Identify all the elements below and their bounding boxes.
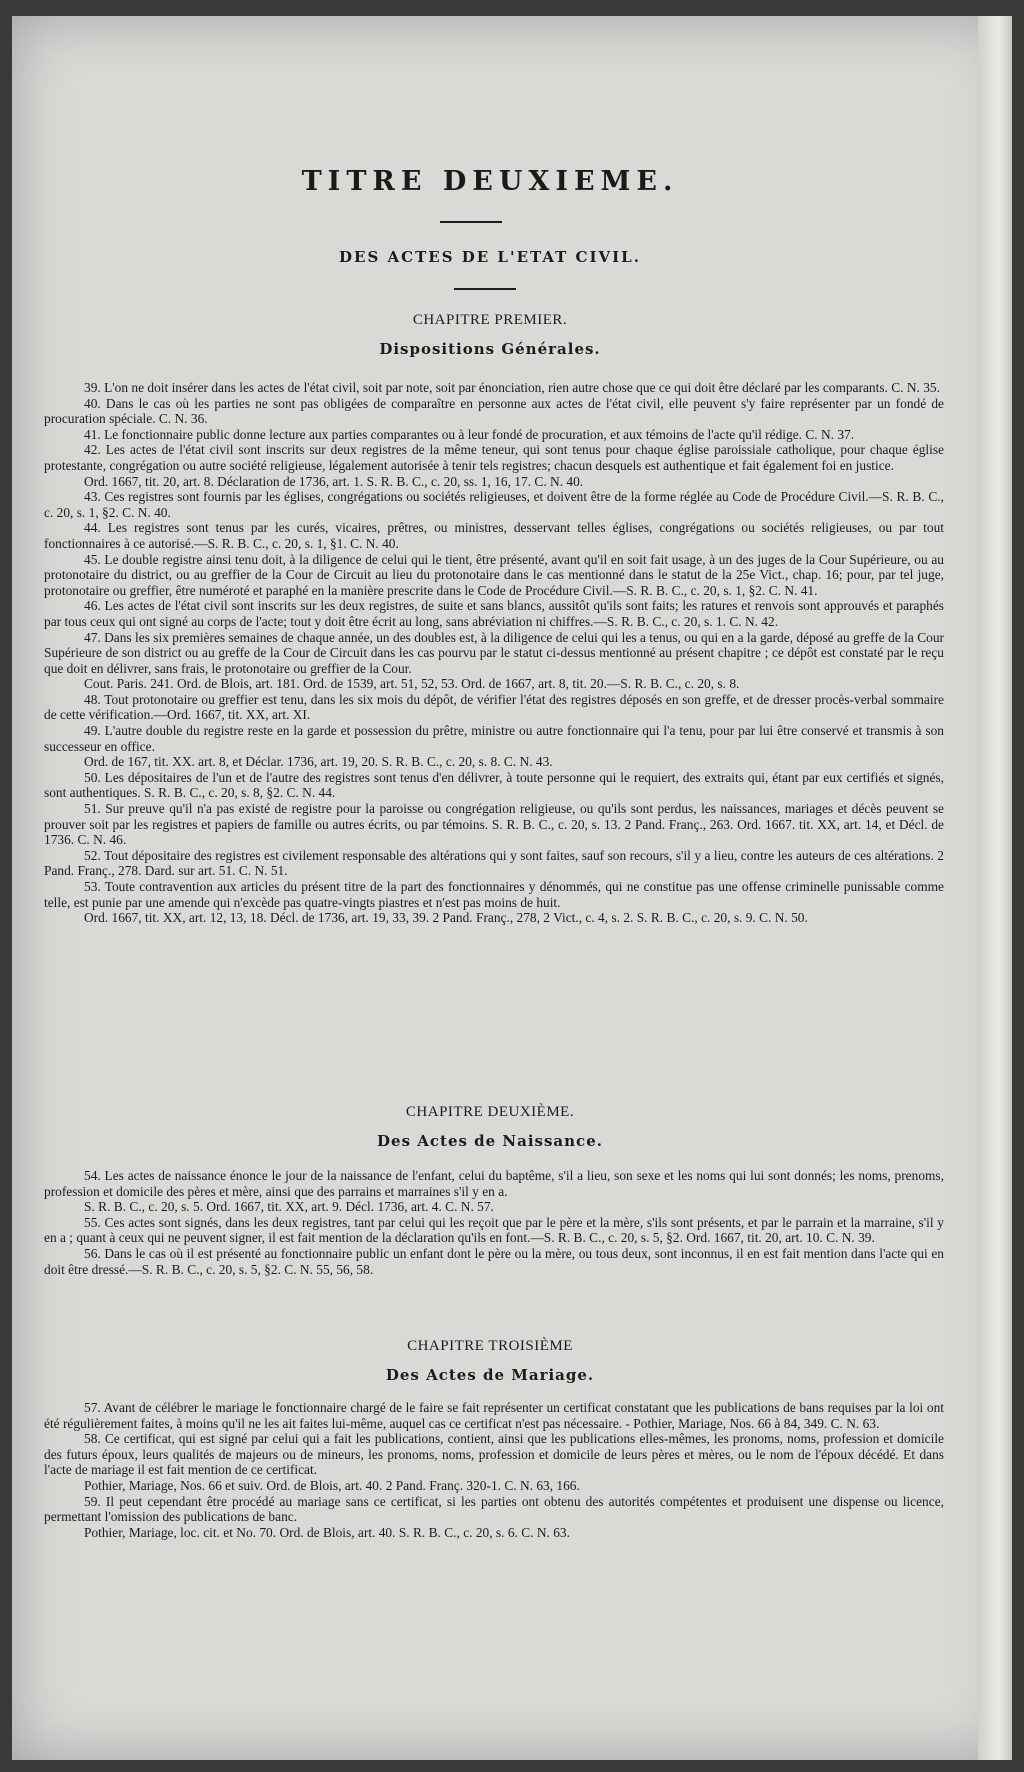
article-58: 58. Ce certificat, qui est signé par celui qui a fait les publications, contient, ainsi que les publications elles-mêmes, les pronoms, noms, profession et domicile des futurs époux, leurs qualités de majeurs ou de mineurs, les pronoms, noms, profession et domicile de leurs pères et mères, ou le nom de l'époux décédé. Et dans l'acte de mariage il est fait mention de ce certificat. bbox=[44, 1431, 944, 1478]
chapter-3-label: CHAPITRE TROISIÈME bbox=[407, 1338, 573, 1354]
subtitle-heading: DES ACTES DE L'ETAT CIVIL. bbox=[339, 248, 641, 266]
article-46: 46. Les actes de l'état civil sont inscrits sur les deux registres, de suite et sans blancs, aussitôt qu'ils sont faits; les ratures et renvois sont approuvés et paraphés par tous ceux qui ont signé au corps de l'acte; tout y doit être écrit au long, sans abréviation ni chiffres.—S. R. B. C., c. 20, s. 1. C. N. 42. bbox=[44, 598, 944, 629]
article-43: 43. Ces registres sont fournis par les églises, congrégations ou sociétés religieuses, et doivent être de la forme réglée au Code de Procédure Civil.—S. R. B. C., c. 20, s. 1, §2. C. N. 40. bbox=[44, 489, 944, 520]
chapter-2-label: CHAPITRE DEUXIÈME. bbox=[405, 1104, 575, 1120]
chapter-1-text bbox=[44, 380, 944, 926]
article-42-ref: Ord. 1667, tit. 20, art. 8. Déclaration de 1736, art. 1. S. R. B. C., c. 20, ss. 1, 16, 17. C. N. 40. bbox=[84, 473, 584, 489]
article-40: 40. Dans le cas où les parties ne sont pas obligées de comparaître en personne aux actes de l'état civil, elle peuvent s'y faire représenter par un fondé de procuration spéciale. C. N. 36. bbox=[44, 395, 944, 427]
chapter-3-text bbox=[44, 1400, 944, 1540]
article-50: 50. Les dépositaires de l'un et de l'autre des registres sont tenus d'en délivrer, à toute personne qui le requiert, des extraits qui, étant par eux certifiés et signés, sont authentiques. S. R. B. C., c. 20, s. 8, §2. C. N. 44. bbox=[44, 769, 944, 801]
article-51: 51. Sur preuve qu'il n'a pas existé de registre pour la paroisse ou congrégation religieuse, ou qu'ils sont perdus, les naissances, mariages et décès peuvent se prouver soit par les registres et papiers de famille ou autres écrits, ou par témoins. S. R. B. C., c. 20, s. 13. 2 Pand. Franç., 263. Ord. 1667. tit. XX, art. 14, et Décl. de 1736. C. N. 46. bbox=[44, 801, 944, 848]
article-54: 54. Les actes de naissance énonce le jour de la naissance de l'enfant, celui du baptême, s'il a lieu, son sexe et les noms qui lui sont donnés; les noms, prenoms, profession et domicile des pères et mère, ainsi que des parrains et marraines s'il y en a. bbox=[44, 1168, 944, 1199]
page-content bbox=[34, 16, 946, 1760]
article-47-ref: Cout. Paris. 241. Ord. de Blois, art. 181. Ord. de 1539, art. 51, 52, 53. Ord. de 1667, art. 8, tit. 20.—S. R. B. C., c. 20, s. 8. bbox=[84, 676, 740, 692]
article-58-ref: Pothier, Mariage, Nos. 66 et suiv. Ord. de Blois, art. 40. 2 Pand. Franç. 320-1. C. N. 63, 166. bbox=[84, 1477, 580, 1493]
document-page bbox=[12, 16, 1012, 1760]
article-49-ref: Ord. de 167, tit. XX. art. 8, et Déclar. 1736, art. 19, 20. S. R. B. C., c. 20, s. 8. C. N. 43. bbox=[84, 754, 553, 770]
article-42: 42. Les actes de l'état civil sont inscrits sur deux registres de la même teneur, qui sont tenus pour chaque église paroissiale catholique, pour chaque église protestante, congrégation ou autre société religieuse, légalement autorisée à tenir tels registres; chacun desquels est authentique et fait également foi en justice. bbox=[44, 442, 944, 473]
article-53: 53. Toute contravention aux articles du présent titre de la part des fonctionnaires y dénommés, qui ne constitue pas une offense criminelle punissable comme telle, est punie par une amende qui n'excède pas quatre-vingts piastres et n'est pas moins de huit. bbox=[44, 879, 944, 910]
chapter-2-text bbox=[44, 1168, 944, 1277]
article-45: 45. Le double registre ainsi tenu doit, à la diligence de celui qui le tient, être présenté, avant qu'il en soit fait usage, à un des juges de la Cour Supérieure, ou au protonotaire du district, ou au greffier de la Cour de Circuit au lieu du protonotaire dans le cas mentionné dans le statut de la 25e Vict., chap. 16; pour, par tel juge, protonotaire ou greffier, être numéroté et paraphé en la manière prescrite dans le Code de Procédure Civil.—S. R. B. C., c. 20, s. 1, §2. C. N. 41. bbox=[44, 551, 944, 598]
article-41: 41. Le fonctionnaire public donne lecture aux parties comparantes ou à leur fondé de procuration, et aux témoins de l'acte qu'il rédige. C. N. 37. bbox=[84, 426, 855, 442]
chapter-1-label: CHAPITRE PREMIER. bbox=[412, 312, 568, 328]
subtitle-rule bbox=[454, 288, 516, 290]
article-39: 39. L'on ne doit insérer dans les actes de l'état civil, soit par note, soit par énonciation, rien autre chose que ce qui doit être déclaré par les comparants. C. N. 35. bbox=[84, 380, 940, 395]
title-heading: TITRE DEUXIEME. bbox=[301, 166, 679, 197]
chapter-3-heading: Des Actes de Mariage. bbox=[385, 1366, 595, 1384]
title-rule bbox=[440, 221, 502, 223]
article-56: 56. Dans le cas où il est présenté au fonctionnaire public un enfant dont le père ou la mère, ou tous deux, sont inconnus, il en est fait mention dans l'acte qui en doit être dressé.—S. R. B. C., c. 20, s. 5, §2. C. N. 55, 56, 58. bbox=[44, 1245, 944, 1277]
chapter-1-heading: Dispositions Générales. bbox=[379, 340, 601, 358]
page-edge bbox=[978, 16, 1012, 1760]
article-55: 55. Ces actes sont signés, dans les deux registres, tant par celui qui les reçoit que par le père et la mère, s'ils sont présents, et par le parrain et la marraine, s'il y en a ; quant à ceux qui ne peuvent signer, il est fait mention de la déclaration qu'ils en font.—S. R. B. C., c. 20, s. 5, §2. Ord. 1667, tit. 20, art. 10. C. N. 39. bbox=[44, 1214, 944, 1246]
article-49: 49. L'autre double du registre reste en la garde et possession du prêtre, ministre ou autre fonctionnaire qui l'a tenu, pour par lui être conservé et transmis à son successeur en office. bbox=[44, 723, 944, 754]
article-53-ref: Ord. 1667, tit. XX, art. 12, 13, 18. Décl. de 1736, art. 19, 33, 39. 2 Pand. Franç., 278, 2 Vict., c. 4, s. 2. S. R. B. C., c. 20, s. 9. C. N. 50. bbox=[84, 910, 808, 926]
chapter-2-heading: Des Actes de Naissance. bbox=[377, 1132, 603, 1150]
article-52: 52. Tout dépositaire des registres est civilement responsable des altérations qui y sont faites, sauf son recours, s'il y a lieu, contre les auteurs de ces altérations. 2 Pand. Franç., 278. Dard. sur art. 51. C. N. 51. bbox=[44, 847, 944, 879]
article-54-ref: S. R. B. C., c. 20, s. 5. Ord. 1667, tit. XX, art. 9. Décl. 1736, art. 4. C. N. 57. bbox=[84, 1199, 494, 1215]
article-59-ref: Pothier, Mariage, loc. cit. et No. 70. Ord. de Blois, art. 40. S. R. B. C., c. 20, s. 6. C. N. 63. bbox=[84, 1524, 570, 1540]
article-59: 59. Il peut cependant être procédé au mariage sans ce certificat, si les parties ont obtenu des autorités compétentes et produisent une dispense ou licence, permettant l'omission des publications de banc. bbox=[44, 1493, 944, 1525]
article-44: 44. Les registres sont tenus par les curés, vicaires, prêtres, ou ministres, desservant telles églises, congrégations ou sociétés religieuses, ou par tout fonctionnaires à ce autorisé.—S. R. B. C., c. 20, s. 1, §1. C. N. 40. bbox=[44, 520, 944, 551]
article-48: 48. Tout protonotaire ou greffier est tenu, dans les six mois du dépôt, de vérifier l'état des registres déposés en son greffe, et de dresser procès-verbal sommaire de cette vérification.—Ord. 1667, tit. XX, art. XI. bbox=[44, 691, 944, 723]
article-57: 57. Avant de célébrer le mariage le fonctionnaire chargé de le faire se fait représenter un certificat constatant que les publications de bans requises par la loi ont été régulièrement faites, à moins qu'il ne les ait faites lui-même, auquel cas ce certificat n'est pas nécessaire. - Pothier, Mariage, Nos. 66 à 84, 349. C. N. 63. bbox=[44, 1400, 944, 1431]
article-47: 47. Dans les six premières semaines de chaque année, un des doubles est, à la diligence de celui qui les a tenus, ou qui en a la garde, déposé au greffe de la Cour Supérieure de son district ou au greffe de la Cour de Circuit dans les cas pourvu par le statut ci-dessus mentionné au présent chapitre ; ce dépôt est constaté par le reçu que doit en délivrer, sans frais, le protonotaire ou greffier de la Cour. bbox=[44, 629, 944, 676]
